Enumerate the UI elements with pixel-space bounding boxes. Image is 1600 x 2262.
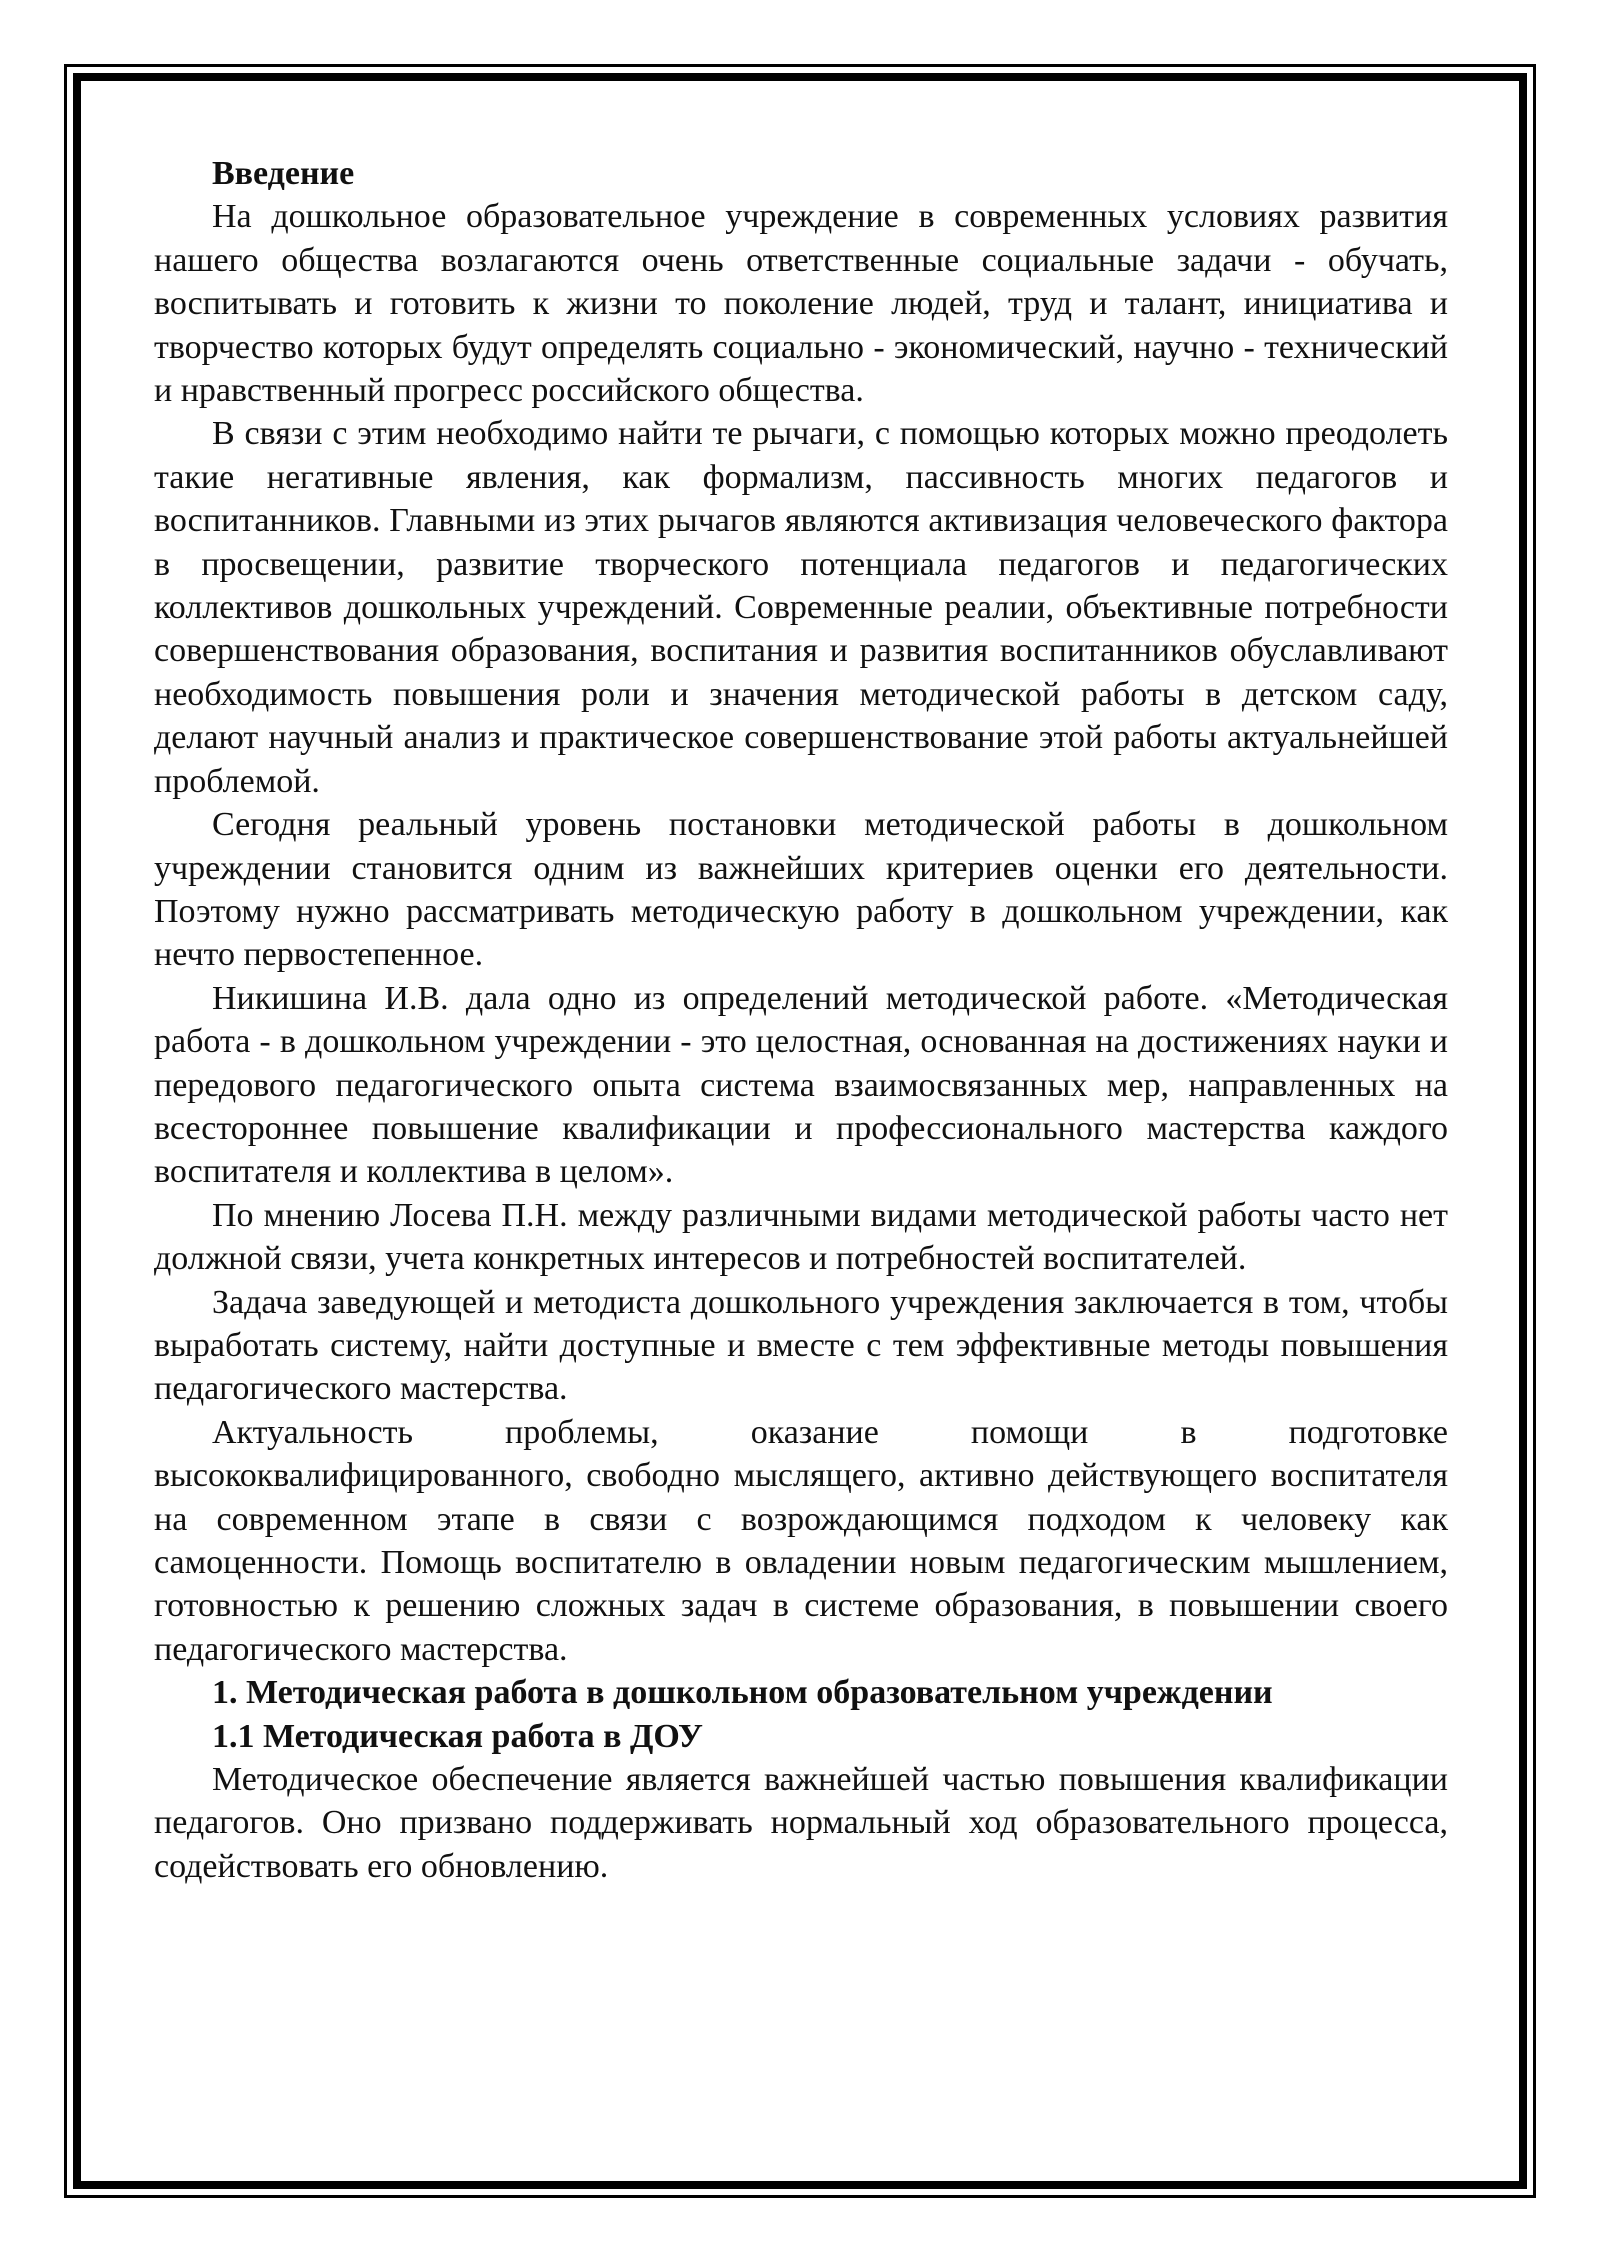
document-body bbox=[154, 152, 1448, 1888]
heading-introduction: Введение bbox=[212, 155, 355, 192]
paragraph: В связи с этим необходимо найти те рычаги, с помощью которых можно преодолеть такие негативные явления, как формализм, пассивность многих педагогов и воспитанников. Главными из этих рычагов являются активизация человеческого фактора в просвещении, развитие творческого потенциала педагогов и педагогических коллективов дошкольных учреждений. Современные реалии, объективные потребности совершенствования образования, воспитания и развития воспитанников обуславливают необходимость повышения роли и значения методической работы в детском саду, делают научный анализ и практическое совершенствование этой работы актуальнейшей проблемой. bbox=[154, 415, 1448, 800]
paragraph: На дошкольное образовательное учреждение в современных условиях развития нашего общества возлагаются очень ответственные социальные задачи - обучать, воспитывать и готовить к жизни то поколение людей, труд и талант, инициатива и творчество которых будут определять социально - экономический, научно - технический и нравственный прогресс российского общества. bbox=[154, 198, 1448, 410]
paragraph: По мнению Лосева П.Н. между различными видами методической работы часто нет должной связи, учета конкретных интересов и потребностей воспитателей. bbox=[154, 1196, 1448, 1278]
paragraph: Сегодня реальный уровень постановки методической работы в дошкольном учреждении становится одним из важнейших критериев оценки его деятельности. Поэтому нужно рассматривать методическую работу в дошкольном учреждении, как нечто первостепенное. bbox=[154, 806, 1448, 974]
heading-section-1: 1. Методическая работа в дошкольном образовательном учреждении bbox=[212, 1674, 1273, 1712]
heading-section-1-1: 1.1 Методическая работа в ДОУ bbox=[212, 1717, 703, 1755]
paragraph: Никишина И.В. дала одно из определений методической работе. «Методическая работа - в дошкольном учреждении - это целостная, основанная на достижениях науки и передового педагогического опыта система взаимосвязанных мер, направленных на всестороннее повышение квалификации и профессионального мастерства каждого воспитателя и коллектива в целом». bbox=[154, 979, 1448, 1191]
paragraph: Задача заведующей и методиста дошкольного учреждения заключается в том, чтобы выработать систему, найти доступные и вместе с тем эффективные методы повышения педагогического мастерства. bbox=[154, 1283, 1448, 1408]
paragraph: Актуальность проблемы, оказание помощи в подготовке высококвалифицированного, свободно мыслящего, активно действующего воспитателя на современном этапе в связи с возрождающимся подходом к человеку как самоценности. Помощь воспитателю в овладении новым педагогическим мышлением, готовностью к решению сложных задач в системе образования, в повышении своего педагогического мастерства. bbox=[154, 1413, 1448, 1668]
paragraph: Методическое обеспечение является важнейшей частью повышения квалификации педагогов. Оно призвано поддерживать нормальный ход образовательного процесса, содействовать его обновлению. bbox=[154, 1761, 1448, 1885]
